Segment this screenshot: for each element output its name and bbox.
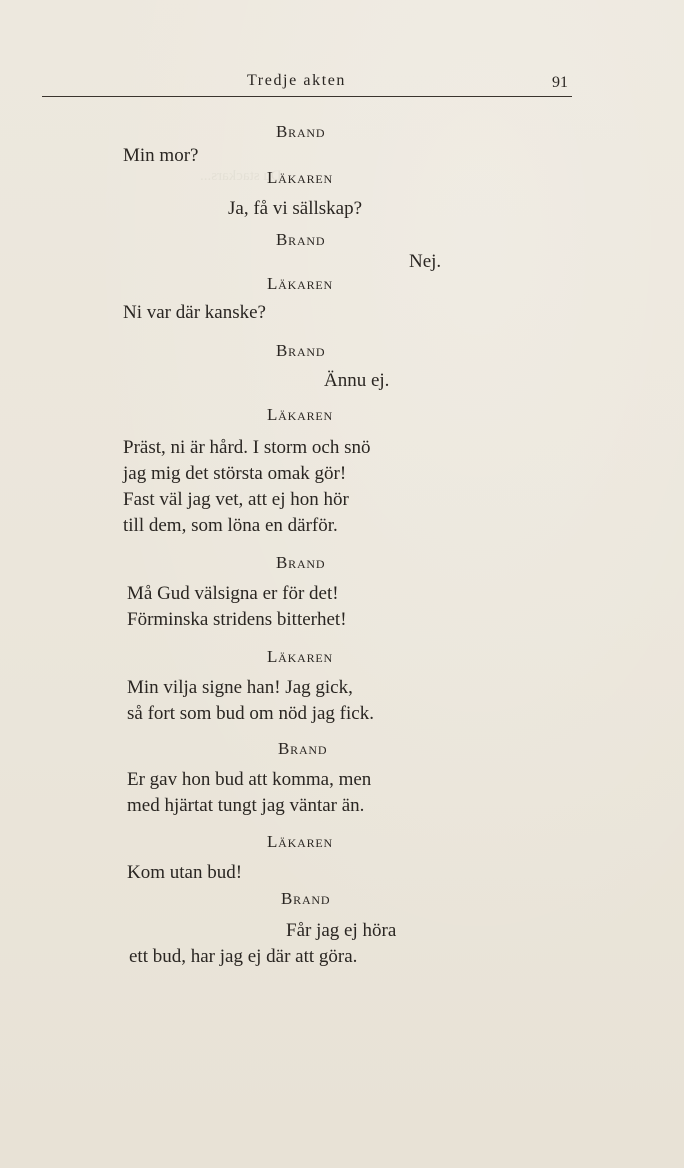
speaker-lakaren: Läkaren: [267, 168, 333, 187]
verse-line: med hjärtat tungt jag väntar än.: [127, 795, 365, 816]
verse-line: Må Gud välsigna er för det!: [127, 583, 339, 604]
verse-line: Förminska stridens bitterhet!: [127, 609, 347, 630]
running-header: [42, 70, 572, 97]
page-number: 91: [552, 74, 568, 91]
verse-line: Ni var där kanske?: [123, 302, 266, 323]
verse-line: Fast väl jag vet, att ej hon hör: [123, 489, 349, 510]
show-through-text: Du stackars...: [200, 168, 282, 184]
verse-line: jag mig det största omak gör!: [123, 463, 347, 484]
verse-line: Får jag ej höra: [286, 920, 397, 941]
verse-line: Ja, få vi sällskap?: [228, 198, 363, 219]
verse-line: så fort som bud om nöd jag fick.: [127, 703, 374, 724]
speaker-lakaren: Läkaren: [267, 647, 333, 666]
verse-line: Min vilja signe han! Jag gick,: [127, 677, 353, 698]
speaker-lakaren: Läkaren: [267, 832, 333, 851]
speaker-brand: Brand: [278, 739, 328, 758]
verse-line: Präst, ni är hård. I storm och snö: [123, 437, 371, 458]
verse-line: ett bud, har jag ej där att göra.: [129, 946, 358, 967]
running-title: Tredje akten: [247, 72, 347, 89]
verse-line: Kom utan bud!: [127, 862, 243, 883]
speaker-brand: Brand: [276, 230, 326, 249]
speaker-lakaren: Läkaren: [267, 274, 333, 293]
verse-line: Min mor?: [123, 145, 199, 166]
verse-line: Er gav hon bud att komma, men: [127, 769, 372, 790]
verse-line: Ännu ej.: [324, 370, 390, 391]
speaker-brand: Brand: [276, 341, 326, 360]
verse-line: Nej.: [409, 251, 442, 272]
verse-line: till dem, som löna en därför.: [123, 515, 338, 536]
speaker-lakaren: Läkaren: [267, 405, 333, 424]
speaker-brand: Brand: [276, 553, 326, 572]
speaker-brand: Brand: [276, 122, 326, 141]
speaker-brand: Brand: [281, 889, 331, 908]
